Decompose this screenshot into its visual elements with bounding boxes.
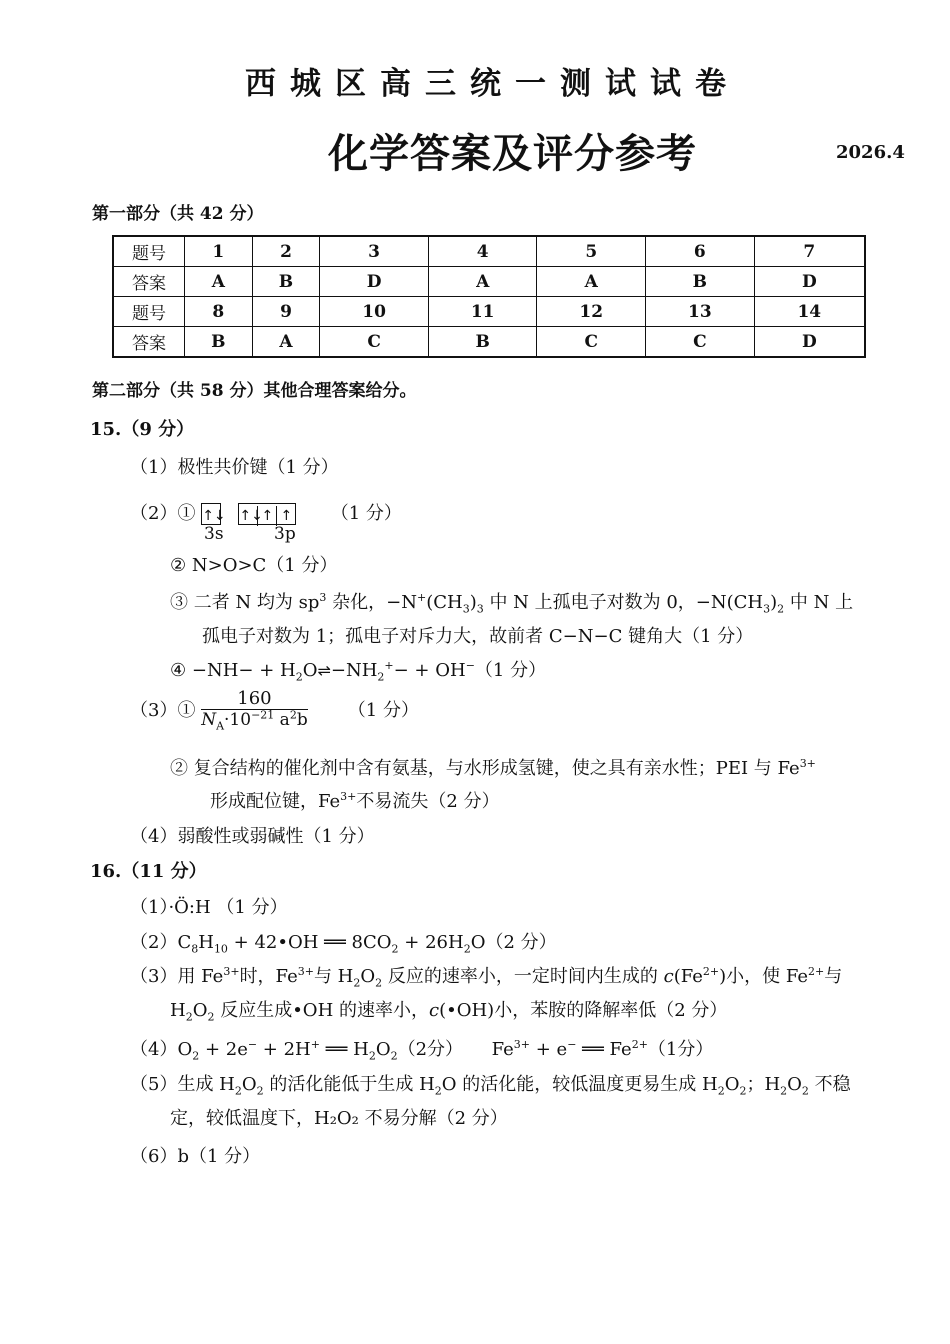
q15-answer-4: （4）弱酸性或弱碱性（1 分） xyxy=(130,826,375,847)
table-cell: 14 xyxy=(754,297,865,327)
orbital-3s-label: 3s xyxy=(204,524,224,544)
q15-answer-2-4: ④ $-NH- + H_2O\rightleftharpoons-NH_2^+- + OH^-(1$ 分） xyxy=(170,659,547,684)
q15-answer-2-1 xyxy=(130,499,402,525)
q15-answer-3-label: （3）① xyxy=(130,700,196,721)
table-row xyxy=(113,267,865,297)
table-cell: 11 xyxy=(428,297,537,327)
q15-answer-2-label: （2）① xyxy=(130,503,196,524)
table-cell: B xyxy=(646,267,755,297)
table-cell: 5 xyxy=(537,236,646,267)
q16-answer-4-label: （4） xyxy=(130,1039,178,1060)
q16-answer-5-label: （5） xyxy=(130,1074,178,1095)
table-cell: C xyxy=(320,327,429,358)
table-cell: 2 xyxy=(252,236,320,267)
orbital-cell: ↑ xyxy=(280,508,293,524)
table-cell: D xyxy=(320,267,429,297)
q16-answer-2-score: （2 分） xyxy=(485,932,557,953)
table-cell: A xyxy=(185,267,253,297)
table-cell: 12 xyxy=(537,297,646,327)
answer-title: 化学答案及评分参考 xyxy=(328,130,697,177)
table-cell: 4 xyxy=(428,236,537,267)
q16-answer-5-line2: 定，较低温度下，H₂O₂ 不易分解（2 分） xyxy=(170,1108,508,1129)
fraction-numerator: 160 xyxy=(201,688,308,710)
table-cell: 题号 xyxy=(113,297,185,327)
table-cell: A xyxy=(252,327,320,358)
table-cell: D xyxy=(754,267,865,297)
exam-title: 西城区高三统一测试试卷 xyxy=(245,66,740,102)
part2-heading: 第二部分（共 58 分）其他合理答案给分。 xyxy=(92,381,417,401)
q16-answer-1-score: （1 分） xyxy=(216,897,288,918)
q16-answer-2: $(2)C_8H_{10}$ + 42•OH ══ $8CO_2 + 26H_2O(2$ 分） xyxy=(130,932,557,956)
orbital-3p-box xyxy=(238,503,296,525)
q15-answer-2-2: ② N>O>C（1 分） xyxy=(170,555,338,576)
q16-answer-1: （1）·Ö:H （1 分） xyxy=(130,897,288,918)
table-cell: 答案 xyxy=(113,327,185,358)
exam-date: 2026.4 xyxy=(836,142,905,163)
q16-answer-2-label: （2） xyxy=(130,932,178,953)
answer-table xyxy=(112,235,866,358)
q15-answer-1: （1）极性共价键（1 分） xyxy=(130,457,339,478)
table-cell: B xyxy=(428,327,537,358)
table-cell: C xyxy=(646,327,755,358)
orbital-cell: ↑↓ xyxy=(202,508,226,524)
q15-answer-3-2-line2: 形成配位键，$Fe^{3+}$不易流失（2 分） xyxy=(210,790,500,812)
part1-heading: 第一部分（共 42 分） xyxy=(92,204,264,224)
table-cell: 10 xyxy=(320,297,429,327)
q16-answer-3-label: （3） xyxy=(130,966,178,987)
table-cell: D xyxy=(754,327,865,358)
table-cell: 6 xyxy=(646,236,755,267)
table-cell: 答案 xyxy=(113,267,185,297)
q15-answer-2-3-label: ③ xyxy=(170,592,188,613)
q15-answer-3-score: （1 分） xyxy=(347,700,419,721)
orbital-cell: ↑ xyxy=(258,506,277,526)
table-cell: A xyxy=(428,267,537,297)
orbital-3s-box xyxy=(201,503,226,525)
table-cell: 3 xyxy=(320,236,429,267)
q15-answer-2-score: （1 分） xyxy=(330,503,402,524)
table-cell: A xyxy=(537,267,646,297)
fraction-denominator: $N_A\cdot 10^{-21}$ $a^2b$ xyxy=(201,708,308,733)
q16-answer-6: （6）b（1 分） xyxy=(130,1146,261,1167)
q16-answer-5: （5）生成 $H_2O_2$ 的活化能低于生成 $H_2O$ 的活化能，较低温度更易生成 $H_2O_2$；$H_2O_2$ 不稳 xyxy=(130,1074,851,1098)
equilibrium-arrow-icon: ⇌ xyxy=(317,661,331,680)
table-cell: 7 xyxy=(754,236,865,267)
table-cell: B xyxy=(185,327,253,358)
q15-answer-3-2-label: ② xyxy=(170,758,188,779)
orbital-3p-label: 3p xyxy=(274,524,296,544)
table-cell: C xyxy=(537,327,646,358)
table-cell: 8 xyxy=(185,297,253,327)
q16-answer-3-line2: $H_2O_2$ 反应生成•OH 的速率小，c(•OH)小，苯胺的降解率低（2 分） xyxy=(170,1000,728,1024)
q15-answer-3-1 xyxy=(130,688,419,733)
q16-answer-3: （3）用 $Fe^{3+}$时，$Fe^{3+}$与 $H_2O_2$ 反应的速率小，一定时间内生成的 $c(Fe^{2+})$小，使 $Fe^{2+}$与 xyxy=(130,965,843,990)
table-cell: 9 xyxy=(252,297,320,327)
table-cell: B xyxy=(252,267,320,297)
table-row xyxy=(113,297,865,327)
q15-answer-2-3: ③ 二者 N 均为 $sp^3$ 杂化，$-N^+(CH_3)_3$ 中 N 上孤电子对数为 0，$-N(CH_3)_2$ 中 N 上 xyxy=(170,591,854,616)
q16-number: 16.（11 分） xyxy=(90,861,207,882)
table-cell: 1 xyxy=(185,236,253,267)
density-fraction xyxy=(201,688,308,733)
q15-answer-3-2-tail: 不易流失（2 分） xyxy=(356,791,500,812)
table-row xyxy=(113,236,865,267)
q15-number: 15.（9 分） xyxy=(90,419,195,440)
q15-answer-2-4-score: （1 分） xyxy=(474,660,547,681)
q15-answer-3-2: ② 复合结构的催化剂中含有氨基，与水形成氢键，使之具有亲水性；PEI 与 $Fe^{3+}$ xyxy=(170,757,816,779)
table-cell: 13 xyxy=(646,297,755,327)
orbital-cell: ↑↓ xyxy=(239,508,263,524)
q15-answer-2-3-line2: 孤电子对数为 1；孤电子对斥力大，故前者 C−N−C 键角大（1 分） xyxy=(202,626,754,647)
table-row xyxy=(113,327,865,358)
q16-answer-1-label: （1） xyxy=(130,897,169,918)
q16-answer-4: $(4)O_2 + 2e^- + 2H^+$ ══ $H_2O_2(2$分） $Fe^{3+} + e^-$ ══ $Fe^{2+}(1$分） xyxy=(130,1038,714,1063)
q15-answer-2-4-label: ④ xyxy=(170,660,187,681)
table-cell: 题号 xyxy=(113,236,185,267)
